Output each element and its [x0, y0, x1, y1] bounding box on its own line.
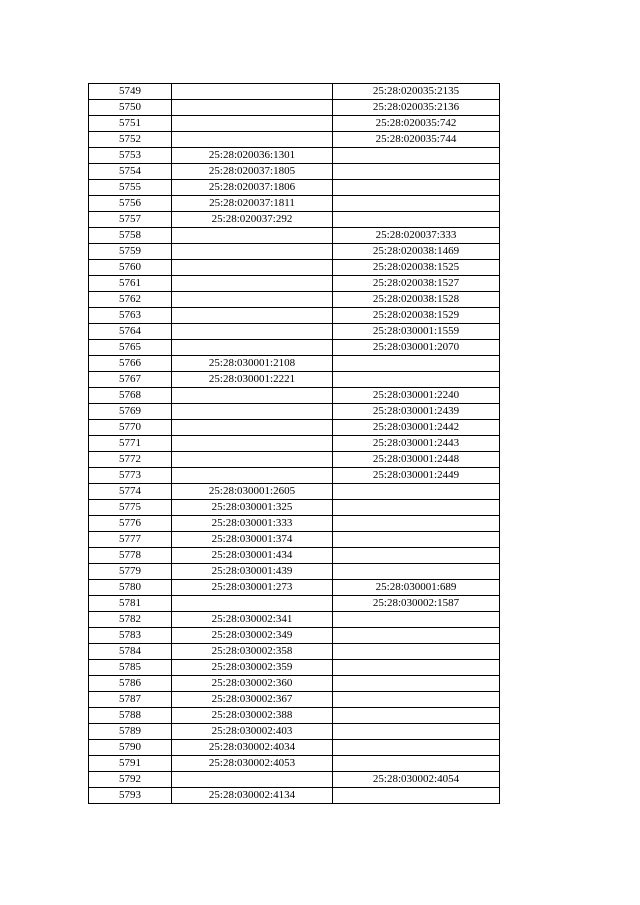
cadastral-number-a-cell — [172, 84, 333, 100]
row-number-cell: 5770 — [89, 420, 172, 436]
table-row — [89, 212, 500, 228]
row-number-cell: 5758 — [89, 228, 172, 244]
cadastral-number-b-cell — [333, 708, 500, 724]
cadastral-number-a-cell: 25:28:030002:349 — [172, 628, 333, 644]
table-row — [89, 468, 500, 484]
row-number-cell: 5755 — [89, 180, 172, 196]
row-number-cell: 5761 — [89, 276, 172, 292]
cadastral-number-b-cell: 25:28:020038:1529 — [333, 308, 500, 324]
row-number-cell: 5763 — [89, 308, 172, 324]
cadastral-number-b-cell — [333, 500, 500, 516]
cadastral-number-a-cell: 25:28:030002:4134 — [172, 788, 333, 804]
table-row — [89, 676, 500, 692]
row-number-cell: 5754 — [89, 164, 172, 180]
row-number-cell: 5769 — [89, 404, 172, 420]
cadastral-number-b-cell — [333, 788, 500, 804]
cadastral-number-a-cell — [172, 468, 333, 484]
row-number-cell: 5750 — [89, 100, 172, 116]
row-number-cell: 5751 — [89, 116, 172, 132]
row-number-cell: 5779 — [89, 564, 172, 580]
row-number-cell: 5772 — [89, 452, 172, 468]
cadastral-number-b-cell: 25:28:020035:744 — [333, 132, 500, 148]
table-row — [89, 772, 500, 788]
cadastral-number-b-cell — [333, 692, 500, 708]
table-row — [89, 516, 500, 532]
cadastral-number-a-cell: 25:28:030001:374 — [172, 532, 333, 548]
cadastral-number-b-cell — [333, 196, 500, 212]
row-number-cell: 5775 — [89, 500, 172, 516]
cadastral-number-a-cell: 25:28:030001:2221 — [172, 372, 333, 388]
cadastral-number-b-cell: 25:28:030002:1587 — [333, 596, 500, 612]
row-number-cell: 5771 — [89, 436, 172, 452]
cadastral-number-a-cell: 25:28:020037:292 — [172, 212, 333, 228]
table-row — [89, 548, 500, 564]
cadastral-number-b-cell — [333, 548, 500, 564]
table-row — [89, 276, 500, 292]
table-row — [89, 660, 500, 676]
table-row — [89, 628, 500, 644]
table-row — [89, 100, 500, 116]
table-row — [89, 436, 500, 452]
row-number-cell: 5777 — [89, 532, 172, 548]
cadastral-table — [88, 83, 500, 804]
row-number-cell: 5791 — [89, 756, 172, 772]
table-row — [89, 596, 500, 612]
row-number-cell: 5793 — [89, 788, 172, 804]
row-number-cell: 5790 — [89, 740, 172, 756]
cadastral-number-a-cell: 25:28:030002:403 — [172, 724, 333, 740]
cadastral-number-b-cell — [333, 180, 500, 196]
cadastral-number-a-cell: 25:28:030002:360 — [172, 676, 333, 692]
cadastral-number-a-cell — [172, 404, 333, 420]
cadastral-number-b-cell: 25:28:030001:2240 — [333, 388, 500, 404]
row-number-cell: 5774 — [89, 484, 172, 500]
row-number-cell: 5766 — [89, 356, 172, 372]
cadastral-number-b-cell: 25:28:030001:2439 — [333, 404, 500, 420]
row-number-cell: 5789 — [89, 724, 172, 740]
table-row — [89, 244, 500, 260]
cadastral-number-b-cell — [333, 660, 500, 676]
cadastral-number-b-cell — [333, 212, 500, 228]
cadastral-number-a-cell — [172, 292, 333, 308]
cadastral-number-a-cell — [172, 276, 333, 292]
table-row — [89, 356, 500, 372]
cadastral-number-a-cell: 25:28:020037:1806 — [172, 180, 333, 196]
cadastral-number-b-cell — [333, 724, 500, 740]
row-number-cell: 5780 — [89, 580, 172, 596]
cadastral-number-b-cell — [333, 564, 500, 580]
cadastral-number-a-cell — [172, 596, 333, 612]
row-number-cell: 5762 — [89, 292, 172, 308]
row-number-cell: 5767 — [89, 372, 172, 388]
table-row — [89, 708, 500, 724]
cadastral-number-a-cell: 25:28:030001:434 — [172, 548, 333, 564]
table-row — [89, 756, 500, 772]
cadastral-number-a-cell: 25:28:030002:4053 — [172, 756, 333, 772]
cadastral-number-b-cell — [333, 740, 500, 756]
table-row — [89, 132, 500, 148]
table-row — [89, 420, 500, 436]
cadastral-number-a-cell: 25:28:030002:4034 — [172, 740, 333, 756]
cadastral-number-a-cell: 25:28:030001:2108 — [172, 356, 333, 372]
table-row — [89, 532, 500, 548]
table-row — [89, 340, 500, 356]
table-row — [89, 116, 500, 132]
cadastral-number-a-cell — [172, 132, 333, 148]
row-number-cell: 5781 — [89, 596, 172, 612]
row-number-cell: 5778 — [89, 548, 172, 564]
table-row — [89, 388, 500, 404]
table-row — [89, 612, 500, 628]
cadastral-number-b-cell — [333, 756, 500, 772]
row-number-cell: 5753 — [89, 148, 172, 164]
table-row — [89, 724, 500, 740]
cadastral-number-a-cell: 25:28:030001:333 — [172, 516, 333, 532]
cadastral-number-a-cell — [172, 116, 333, 132]
cadastral-number-b-cell: 25:28:020035:2136 — [333, 100, 500, 116]
row-number-cell: 5760 — [89, 260, 172, 276]
cadastral-number-b-cell: 25:28:030001:2449 — [333, 468, 500, 484]
cadastral-number-b-cell — [333, 676, 500, 692]
cadastral-number-b-cell: 25:28:020038:1528 — [333, 292, 500, 308]
row-number-cell: 5759 — [89, 244, 172, 260]
table-row — [89, 564, 500, 580]
table-row — [89, 404, 500, 420]
cadastral-number-a-cell — [172, 772, 333, 788]
cadastral-number-a-cell — [172, 260, 333, 276]
table-row — [89, 484, 500, 500]
table-body — [89, 84, 500, 804]
table-row — [89, 292, 500, 308]
cadastral-number-a-cell: 25:28:030001:439 — [172, 564, 333, 580]
row-number-cell: 5787 — [89, 692, 172, 708]
cadastral-number-b-cell — [333, 628, 500, 644]
table-row — [89, 164, 500, 180]
cadastral-number-a-cell — [172, 100, 333, 116]
cadastral-number-b-cell — [333, 356, 500, 372]
cadastral-number-b-cell — [333, 148, 500, 164]
cadastral-number-b-cell: 25:28:020038:1469 — [333, 244, 500, 260]
cadastral-number-a-cell — [172, 308, 333, 324]
row-number-cell: 5788 — [89, 708, 172, 724]
table-row — [89, 196, 500, 212]
cadastral-number-b-cell — [333, 164, 500, 180]
table-row — [89, 180, 500, 196]
row-number-cell: 5783 — [89, 628, 172, 644]
table-row — [89, 500, 500, 516]
row-number-cell: 5752 — [89, 132, 172, 148]
cadastral-number-a-cell — [172, 420, 333, 436]
cadastral-number-a-cell — [172, 452, 333, 468]
cadastral-number-b-cell: 25:28:030001:689 — [333, 580, 500, 596]
row-number-cell: 5786 — [89, 676, 172, 692]
row-number-cell: 5773 — [89, 468, 172, 484]
row-number-cell: 5749 — [89, 84, 172, 100]
table-row — [89, 324, 500, 340]
cadastral-number-b-cell: 25:28:020038:1527 — [333, 276, 500, 292]
table-row — [89, 692, 500, 708]
table-row — [89, 308, 500, 324]
cadastral-number-a-cell: 25:28:030001:2605 — [172, 484, 333, 500]
row-number-cell: 5784 — [89, 644, 172, 660]
cadastral-number-a-cell: 25:28:020036:1301 — [172, 148, 333, 164]
cadastral-number-a-cell: 25:28:030002:359 — [172, 660, 333, 676]
table-row — [89, 84, 500, 100]
cadastral-number-a-cell — [172, 388, 333, 404]
cadastral-number-a-cell: 25:28:030001:273 — [172, 580, 333, 596]
cadastral-number-b-cell: 25:28:020035:742 — [333, 116, 500, 132]
table-row — [89, 228, 500, 244]
row-number-cell: 5792 — [89, 772, 172, 788]
cadastral-number-a-cell — [172, 436, 333, 452]
cadastral-number-b-cell: 25:28:030001:2448 — [333, 452, 500, 468]
cadastral-number-a-cell — [172, 244, 333, 260]
row-number-cell: 5782 — [89, 612, 172, 628]
table-row — [89, 788, 500, 804]
cadastral-number-a-cell: 25:28:020037:1805 — [172, 164, 333, 180]
cadastral-number-a-cell: 25:28:030002:388 — [172, 708, 333, 724]
row-number-cell: 5765 — [89, 340, 172, 356]
cadastral-number-b-cell: 25:28:020035:2135 — [333, 84, 500, 100]
cadastral-number-b-cell — [333, 516, 500, 532]
table-row — [89, 452, 500, 468]
cadastral-number-a-cell: 25:28:030002:358 — [172, 644, 333, 660]
cadastral-number-b-cell — [333, 612, 500, 628]
table-row — [89, 740, 500, 756]
cadastral-number-a-cell — [172, 228, 333, 244]
cadastral-number-b-cell: 25:28:020037:333 — [333, 228, 500, 244]
table-row — [89, 260, 500, 276]
cadastral-number-b-cell: 25:28:030001:2443 — [333, 436, 500, 452]
cadastral-number-b-cell: 25:28:030001:2070 — [333, 340, 500, 356]
table-row — [89, 580, 500, 596]
row-number-cell: 5764 — [89, 324, 172, 340]
row-number-cell: 5757 — [89, 212, 172, 228]
row-number-cell: 5785 — [89, 660, 172, 676]
cadastral-number-a-cell: 25:28:020037:1811 — [172, 196, 333, 212]
cadastral-number-b-cell — [333, 372, 500, 388]
cadastral-number-b-cell: 25:28:030001:2442 — [333, 420, 500, 436]
row-number-cell: 5776 — [89, 516, 172, 532]
cadastral-number-b-cell: 25:28:020038:1525 — [333, 260, 500, 276]
cadastral-number-b-cell — [333, 532, 500, 548]
cadastral-number-b-cell: 25:28:030001:1559 — [333, 324, 500, 340]
cadastral-number-a-cell: 25:28:030002:341 — [172, 612, 333, 628]
cadastral-number-a-cell — [172, 324, 333, 340]
row-number-cell: 5768 — [89, 388, 172, 404]
cadastral-number-b-cell — [333, 644, 500, 660]
cadastral-number-a-cell: 25:28:030002:367 — [172, 692, 333, 708]
table-row — [89, 148, 500, 164]
cadastral-number-a-cell: 25:28:030001:325 — [172, 500, 333, 516]
cadastral-number-b-cell — [333, 484, 500, 500]
table-row — [89, 372, 500, 388]
cadastral-number-a-cell — [172, 340, 333, 356]
table-row — [89, 644, 500, 660]
row-number-cell: 5756 — [89, 196, 172, 212]
cadastral-number-b-cell: 25:28:030002:4054 — [333, 772, 500, 788]
